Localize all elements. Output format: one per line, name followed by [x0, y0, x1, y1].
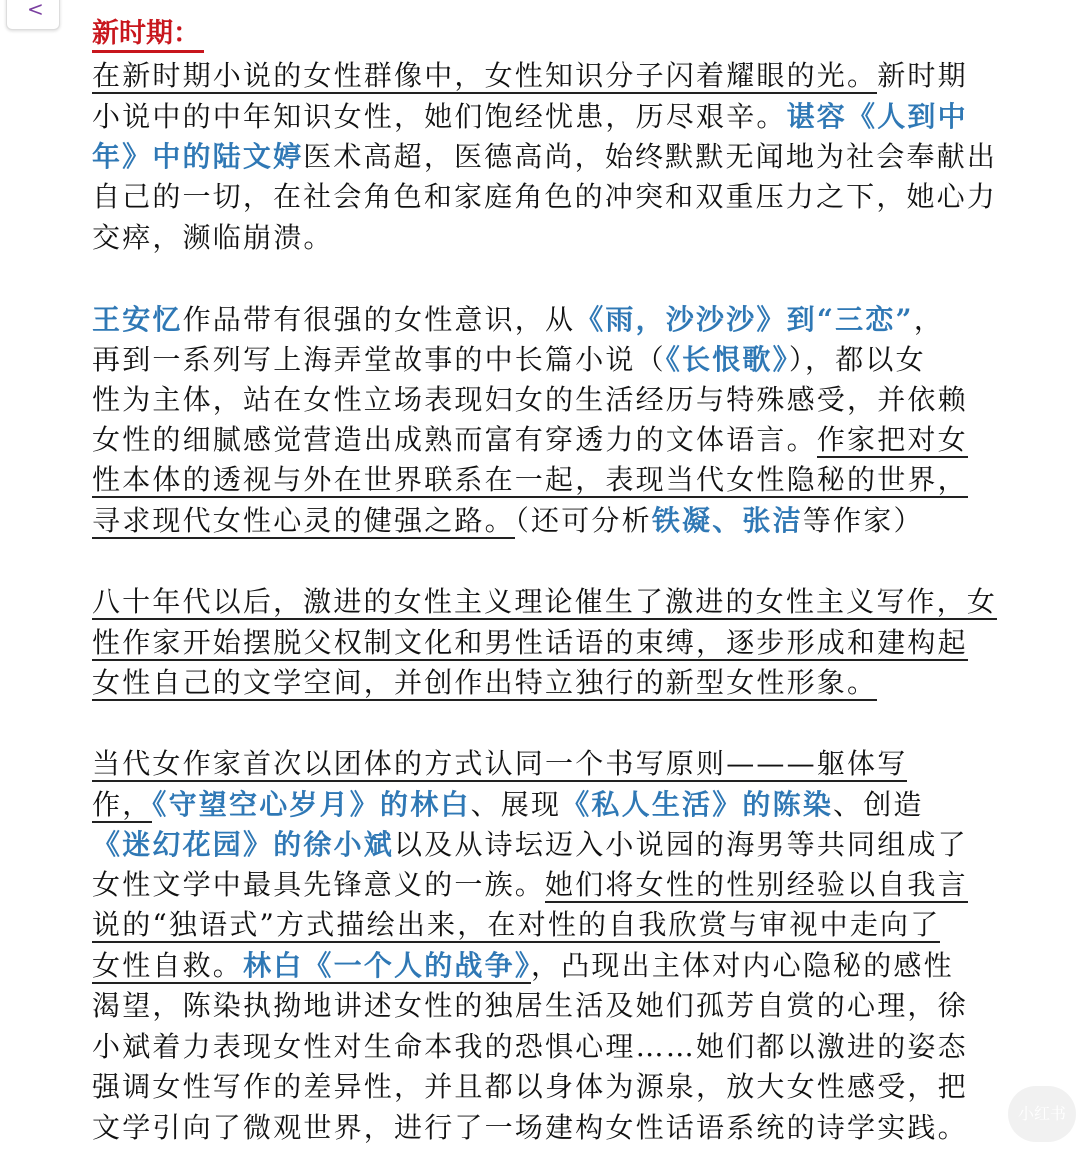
back-button[interactable]: [6, 0, 60, 30]
section-heading: 新时期：: [92, 18, 204, 53]
underlined-text: 女性自救。: [92, 949, 244, 982]
text-line: [92, 626, 968, 660]
text-line: [92, 908, 940, 942]
underlined-text: 她们将女性的性别经验以自我言: [545, 868, 968, 901]
text-line: [92, 343, 926, 377]
text-segment: 作品带有很强的女性意识，从: [182, 303, 576, 336]
text-line: [92, 140, 997, 174]
text-segment: 再到一系列写上海弄堂故事的中长篇小说（: [92, 343, 666, 376]
underlined-text: 性作家开始摆脱父权制文化和男性话语的束缚，逐步形成和建构起: [92, 626, 968, 659]
highlighted-reference: 铁凝、张洁: [651, 504, 803, 537]
text-segment: ），都以女: [788, 343, 926, 376]
text-line: [92, 383, 968, 417]
text-segment: 医术高超，医德高尚，始终默默无闻地为社会奉献出: [303, 140, 998, 173]
underlined-text: 女性自己的文学空间，并创作出特立独行的新型女性形象。: [92, 666, 878, 699]
text-line: [92, 828, 968, 862]
underlined-text: 性本体的透视与外在世界联系在一起，表现当代女性隐秘的世界，: [92, 463, 968, 496]
text-line: [92, 989, 968, 1023]
underlined-text: 寻求现代女性心灵的健强之路。: [92, 504, 515, 537]
text-line: [92, 788, 924, 822]
text-segment: 等作家）: [802, 504, 924, 537]
highlighted-reference: 《长恨歌》: [665, 343, 789, 376]
text-segment: 、创造: [833, 788, 924, 821]
watermark-logo: 小红书: [1008, 1086, 1076, 1142]
text-segment: 新时期: [877, 59, 968, 92]
text-segment: 文学引向了微观世界，进行了一场建构女性话语系统的诗学实践。: [92, 1111, 968, 1144]
text-line: [92, 303, 944, 337]
text-line: [92, 180, 997, 214]
highlighted-reference: 年》中的陆文婷: [92, 140, 304, 173]
highlighted-reference: 《迷幻花园》的徐小斌: [92, 828, 395, 861]
text-line: [92, 1070, 968, 1104]
text-segment: （还可分析: [514, 504, 652, 537]
highlighted-reference: 王安忆: [92, 303, 183, 336]
highlighted-reference: 《雨，沙沙沙》到“三恋”: [575, 303, 914, 336]
text-line: [92, 868, 968, 902]
underlined-text: 在新时期小说的女性群像中，女性知识分子闪着耀眼的光。: [92, 59, 878, 92]
underlined-text: 当代女作家首次以团体的方式认同一个书写原则———躯体写: [92, 747, 908, 780]
highlighted-reference: 《守望空心岁月》的林白: [152, 788, 471, 821]
text-segment: 以及从诗坛迈入小说园的海男等共同组成了: [394, 828, 968, 861]
text-line: [92, 949, 954, 983]
underlined-text: 说的“独语式”方式描绘出来，在对性的自我欣赏与审视中走向了: [92, 908, 941, 941]
text-segment: 女性文学中最具先锋意义的一族。: [92, 868, 546, 901]
chevron-left-icon: <: [27, 0, 44, 21]
text-segment: 小斌着力表现女性对生命本我的恐惧心理……她们都以激进的姿态: [92, 1030, 968, 1063]
text-segment: 交瘁，濒临崩溃。: [92, 221, 334, 254]
text-line: [92, 666, 877, 700]
text-line: [92, 221, 334, 255]
text-segment: 、展现: [470, 788, 562, 821]
highlighted-reference: 林白《一个人的战争》: [243, 949, 532, 982]
text-segment: 女性的细腻感觉营造出成熟而富有穿透力的文体语言。: [92, 423, 817, 456]
underlined-text: 八十年代以后，激进的女性主义理论催生了激进的女性主义写作，女: [92, 585, 998, 618]
text-line: [92, 585, 997, 619]
text-segment: 渴望，陈染执拗地讲述女性的独居生活及她们孤芳自赏的心理，徐: [92, 989, 968, 1022]
underlined-text: 作家把对女: [816, 423, 968, 456]
text-line: [92, 423, 968, 457]
text-line: [92, 100, 968, 134]
text-line: [92, 1111, 968, 1145]
highlighted-reference: 谌容《人到中: [786, 100, 968, 133]
text-segment: ，: [913, 303, 945, 336]
highlighted-reference: 《私人生活》的陈染: [561, 788, 834, 821]
text-line: [92, 59, 968, 93]
text-line: [92, 463, 968, 497]
text-segment: 强调女性写作的差异性，并且都以身体为源泉，放大女性感受，把: [92, 1070, 968, 1103]
text-line: [92, 747, 907, 781]
text-line: [92, 504, 924, 538]
text-line: [92, 1030, 968, 1064]
text-segment: 性为主体，站在女性立场表现妇女的生活经历与特殊感受，并依赖: [92, 383, 968, 416]
text-segment: 小说中的中年知识女性，她们饱经忧患，历尽艰辛。: [92, 100, 787, 133]
underlined-text: 作，: [92, 788, 153, 821]
text-segment: 自己的一切，在社会角色和家庭角色的冲突和双重压力之下，她心力: [92, 180, 998, 213]
text-segment: ，凸现出主体对内心隐秘的感性: [531, 949, 954, 982]
